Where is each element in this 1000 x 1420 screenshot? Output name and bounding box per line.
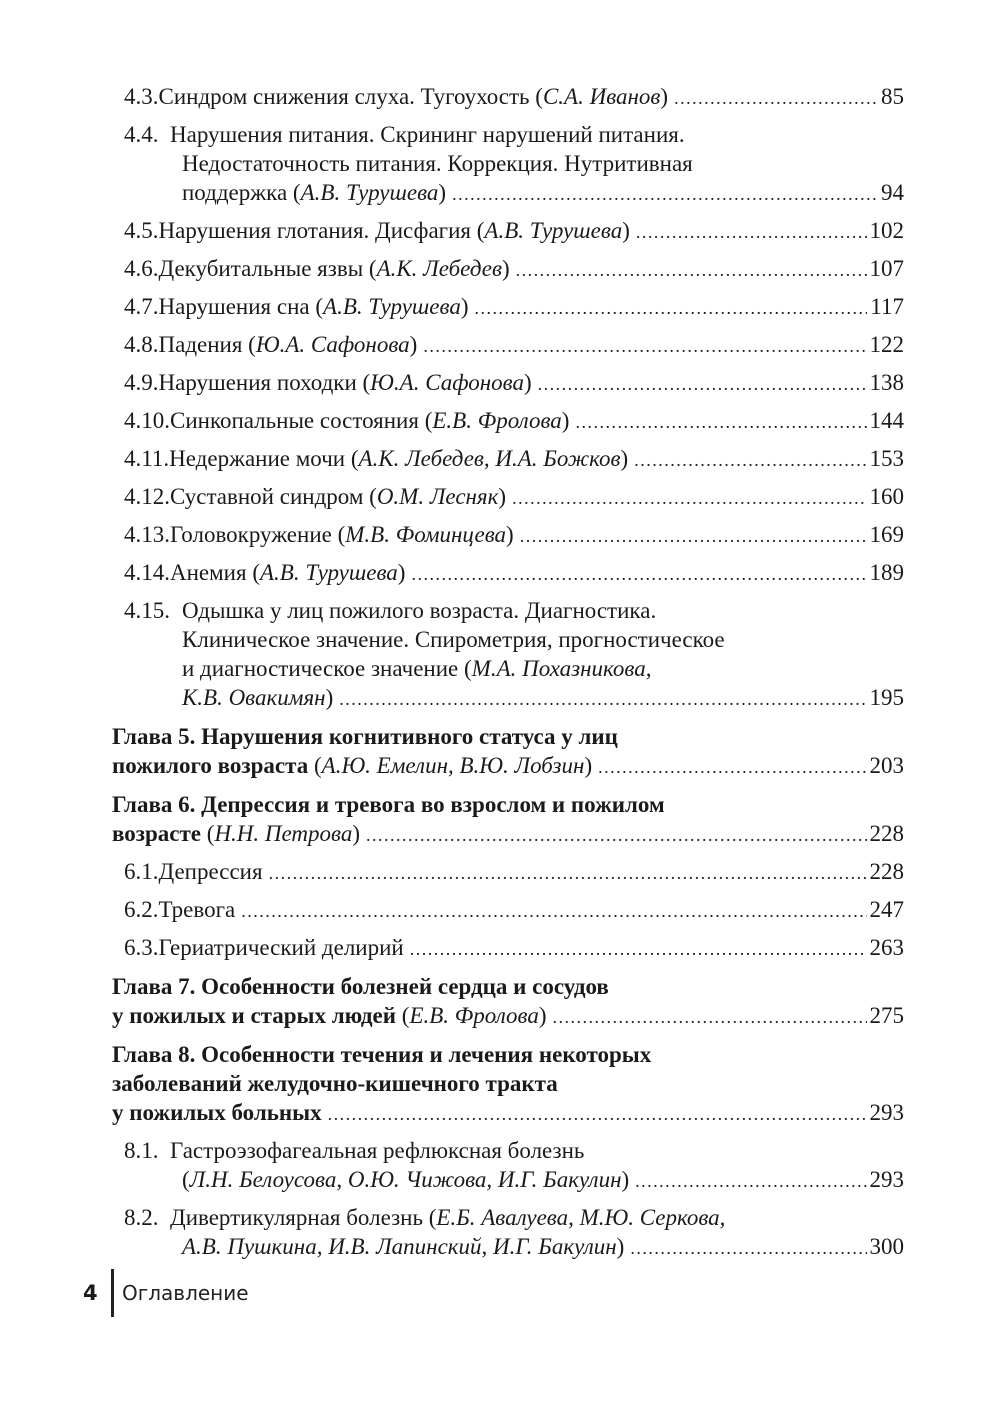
leader-dots	[575, 408, 866, 437]
toc-entry-6-1[interactable]: 6.1. Депрессия ..... 228	[112, 857, 904, 888]
leader-dots	[339, 685, 866, 714]
toc-entry-4-6[interactable]: 4.6. Декубитальные язвы (А.К. Лебедев) ..... 107	[112, 254, 904, 285]
page-number: 293	[869, 1167, 904, 1192]
page-number: 144	[869, 408, 904, 433]
leader-dots	[598, 753, 866, 782]
leader-dots	[674, 84, 878, 113]
page-number: 195	[869, 685, 904, 710]
toc-entry-4-3[interactable]: 4.3. Синдром снижения слуха. Тугоухость (С.А. Иванов) ..... 85	[112, 82, 904, 113]
leader-dots	[516, 256, 867, 285]
toc-entry-4-4[interactable]: 4.4. Нарушения питания. Скрининг нарушений питания. Недостаточность питания. Коррекция. Нутритивная поддержка (А.В. Турушева) ..... 94	[112, 120, 904, 209]
leader-dots	[635, 1167, 866, 1196]
toc-entry-6-3[interactable]: 6.3. Гериатрический делирий ..... 263	[112, 933, 904, 964]
toc-entry-4-8[interactable]: 4.8. Падения (Ю.А. Сафонова) ..... 122	[112, 330, 904, 361]
toc-chapter-7[interactable]: Глава 7. Особенности болезней сердца и сосудов у пожилых и старых людей (Е.В. Фролова) ..... 275	[112, 972, 904, 1032]
page-number: 94	[881, 180, 904, 205]
page-number: 275	[869, 1003, 904, 1028]
toc-entry-4-14[interactable]: 4.14. Анемия (А.В. Турушева) ..... 189	[112, 558, 904, 589]
page-number: 107	[869, 256, 904, 281]
page-number: 228	[869, 859, 904, 884]
toc-entry-8-1[interactable]: 8.1. Гастроэзофагеальная рефлюксная болезнь (Л.Н. Белоусова, О.Ю. Чижова, И.Г. Бакулин) ..... 293	[112, 1136, 904, 1196]
toc-entry-4-9[interactable]: 4.9. Нарушения походки (Ю.А. Сафонова) ..... 138	[112, 368, 904, 399]
page-number: 293	[869, 1100, 904, 1125]
toc-entry-4-15[interactable]: 4.15. Одышка у лиц пожилого возраста. Диагностика. Клиническое значение. Спирометрия, прогностическое и диагностическое значение (М.А. Похазникова, К.В. Овакимян) ..... 195	[112, 596, 904, 714]
page-number: 263	[869, 935, 904, 960]
page-number: 300	[869, 1234, 904, 1259]
toc-chapter-8[interactable]: Глава 8. Особенности течения и лечения некоторых заболеваний желудочно-кишечного тракта у пожилых больных ..... 293	[112, 1040, 904, 1129]
toc-chapter-5[interactable]: Глава 5. Нарушения когнитивного статуса у лиц пожилого возраста (А.Ю. Емелин, В.Ю. Лобзин) ..... 203	[112, 722, 904, 782]
toc-entry-4-10[interactable]: 4.10. Синкопальные состояния (Е.В. Фролова) ..... 144	[112, 406, 904, 437]
leader-dots	[269, 859, 867, 888]
leader-dots	[423, 332, 866, 361]
leader-dots	[520, 522, 867, 551]
page-number: 189	[869, 560, 904, 585]
leader-dots	[636, 218, 867, 247]
footer-section-title: Оглавление	[122, 1281, 249, 1305]
leader-dots	[475, 294, 868, 323]
leader-dots	[553, 1003, 867, 1032]
footer-page-number: 4	[83, 1281, 98, 1305]
page-number: 122	[869, 332, 904, 357]
leader-dots	[328, 1100, 867, 1129]
toc-entry-4-11[interactable]: 4.11. Недержание мочи (А.К. Лебедев, И.А. Божков) ..... 153	[112, 444, 904, 475]
leader-dots	[366, 821, 866, 850]
leader-dots	[241, 897, 866, 926]
table-of-contents	[112, 82, 904, 1270]
page-number: 203	[869, 753, 904, 778]
leader-dots	[452, 180, 878, 209]
toc-entry-6-2[interactable]: 6.2. Тревога ..... 247	[112, 895, 904, 926]
leader-dots	[410, 935, 867, 964]
page-number: 102	[869, 218, 904, 243]
leader-dots	[538, 370, 867, 399]
page-number: 228	[869, 821, 904, 846]
toc-entry-4-12[interactable]: 4.12. Суставной синдром (О.М. Лесняк) ..... 160	[112, 482, 904, 513]
page-number: 247	[869, 897, 904, 922]
footer-divider	[111, 1269, 114, 1317]
page-number: 138	[869, 370, 904, 395]
toc-entry-4-5[interactable]: 4.5. Нарушения глотания. Дисфагия (А.В. Турушева) ..... 102	[112, 216, 904, 247]
toc-entry-4-7[interactable]: 4.7. Нарушения сна (А.В. Турушева) ..... 117	[112, 292, 904, 323]
toc-entry-8-2[interactable]: 8.2. Дивертикулярная болезнь ( Е.Б. Авалуева, М.Ю. Серкова, А.В. Пушкина, И.В. Лапинский, И.Г. Бакулин) ..... 300	[112, 1203, 904, 1263]
leader-dots	[630, 1234, 866, 1263]
leader-dots	[512, 484, 866, 513]
page-number: 153	[869, 446, 904, 471]
page-number: 169	[869, 522, 904, 547]
page-number: 160	[869, 484, 904, 509]
page-number: 85	[881, 84, 904, 109]
leader-dots	[634, 446, 866, 475]
page-number: 117	[870, 294, 904, 319]
page-footer	[83, 1268, 249, 1318]
toc-chapter-6[interactable]: Глава 6. Депрессия и тревога во взрослом и пожилом возрасте (Н.Н. Петрова) ..... 228	[112, 790, 904, 850]
leader-dots	[411, 560, 866, 589]
toc-entry-4-13[interactable]: 4.13. Головокружение (М.В. Фоминцева) ..... 169	[112, 520, 904, 551]
